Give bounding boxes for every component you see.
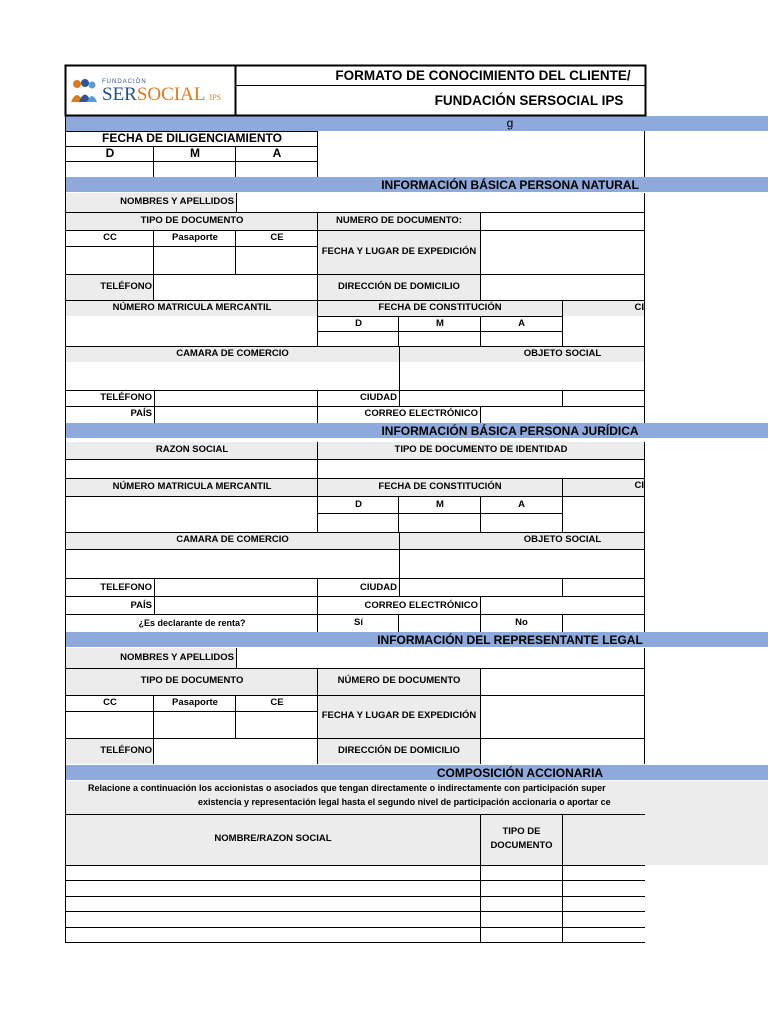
fecha-m-label: M — [190, 146, 200, 160]
representante-nombres-input[interactable] — [237, 648, 644, 668]
juridica-objeto-input[interactable] — [399, 550, 644, 578]
fecha-d-input[interactable] — [66, 162, 154, 177]
juridica-telefono-label: TELEFONO — [100, 581, 152, 593]
juridica-razon-input[interactable] — [66, 460, 318, 478]
representante-fecha-lugar-input[interactable] — [481, 695, 644, 738]
natural-correo-input[interactable] — [481, 406, 644, 422]
representante-ce-label: CE — [270, 696, 284, 708]
juridica-a-input[interactable] — [481, 514, 562, 532]
natural-pasaporte-input[interactable] — [154, 247, 236, 274]
logo-wordmark: SERSOCIAL IPS — [102, 83, 222, 105]
natural-objeto-input[interactable] — [399, 362, 644, 390]
juridica-ci-label: CI — [634, 479, 644, 491]
juridica-camara-input[interactable] — [66, 550, 399, 578]
accionaria-note-line2: existencia y representación legal hasta el segundo nivel de participación accionaria o aportar ce — [198, 797, 611, 808]
fecha-diligenciamiento-label: FECHA DE DILIGENCIAMIENTO — [101, 131, 282, 146]
accionaria-col-tipo-2: DOCUMENTO — [490, 840, 553, 852]
natural-ciudad-label: CIUDAD — [360, 392, 397, 404]
natural-num-doc-input[interactable] — [481, 212, 644, 230]
natural-telefono2-label: TELÉFONO — [100, 392, 152, 404]
fecha-m-input[interactable] — [154, 162, 236, 177]
accionaria-col-nombre: NOMBRE/RAZON SOCIAL — [214, 833, 332, 845]
fecha-d-label: D — [105, 146, 115, 160]
representante-ce-input[interactable] — [236, 712, 318, 738]
representante-direccion-label: DIRECCIÓN DE DOMICILIO — [338, 744, 460, 756]
natural-a-label: A — [518, 317, 525, 329]
juridica-matricula-label: NÚMERO MATRICULA MERCANTIL — [112, 480, 272, 492]
juridica-objeto-label: OBJETO SOCIAL — [523, 534, 602, 546]
form-title: FORMATO DE CONOCIMIENTO DEL CLIENTE/ — [335, 67, 631, 83]
natural-num-doc-label: NUMERO DE DOCUMENTO: — [336, 214, 462, 226]
accionaria-row-5[interactable] — [66, 928, 644, 942]
juridica-telefono-input[interactable] — [154, 579, 318, 597]
natural-pais-label: PAÍS — [130, 407, 152, 419]
juridica-si-checkbox[interactable] — [399, 615, 481, 632]
representante-pasaporte-input[interactable] — [154, 712, 236, 738]
fecha-a-input[interactable] — [236, 162, 318, 177]
juridica-razon-label: RAZON SOCIAL — [155, 444, 229, 456]
natural-nombres-label: NOMBRES Y APELLIDOS — [120, 196, 234, 208]
representante-tipo-doc-label: TIPO DE DOCUMENTO — [140, 675, 244, 687]
juridica-constitucion-label: FECHA DE CONSTITUCIÓN — [378, 480, 502, 492]
juridica-pais-input[interactable] — [154, 597, 318, 615]
natural-fecha-lugar-input[interactable] — [481, 230, 644, 274]
juridica-renta-label: ¿Es declarante de renta? — [138, 617, 246, 628]
juridica-correo-input[interactable] — [481, 597, 644, 615]
representante-num-doc-label: NÚMERO DE DOCUMENTO — [337, 675, 461, 687]
natural-camara-label: CAMARA DE COMERCIO — [176, 347, 289, 359]
juridica-band-title: INFORMACIÓN BÁSICA PERSONA JURÍDICA — [381, 423, 639, 438]
representante-telefono-label: TELÉFONO — [100, 744, 152, 756]
juridica-a-label: A — [518, 499, 525, 511]
representante-cc-input[interactable] — [66, 712, 154, 738]
juridica-tipo-doc-id-input[interactable] — [318, 460, 644, 478]
accionaria-row-1[interactable] — [66, 866, 644, 880]
form-subtitle: FUNDACIÓN SERSOCIAL IPS — [434, 92, 624, 108]
representante-cc-label: CC — [103, 696, 117, 708]
natural-tipo-doc-label: TIPO DE DOCUMENTO — [140, 214, 244, 226]
natural-band-title: INFORMACIÓN BÁSICA PERSONA NATURAL — [381, 177, 639, 192]
natural-d-input[interactable] — [318, 332, 399, 346]
natural-a-input[interactable] — [481, 332, 562, 346]
natural-constitucion-label: FECHA DE CONSTITUCIÓN — [378, 301, 502, 313]
natural-d-label: D — [355, 317, 362, 329]
juridica-d-input[interactable] — [318, 514, 399, 532]
natural-fecha-lugar-label: FECHA Y LUGAR DE EXPEDICIÓN — [321, 245, 477, 257]
natural-objeto-label: OBJETO SOCIAL — [523, 347, 602, 359]
representante-pasaporte-label: Pasaporte — [172, 696, 218, 708]
natural-pasaporte-label: Pasaporte — [172, 231, 218, 243]
accionaria-note-line1: Relacione a continuación los accionistas o asociados que tengan directamente o indirectamente con participación super — [88, 783, 606, 794]
natural-m-label: M — [436, 317, 444, 329]
juridica-pais-label: PAÍS — [130, 599, 152, 611]
representante-direccion-input[interactable] — [481, 738, 644, 764]
natural-direccion-label: DIRECCIÓN DE DOMICILIO — [338, 280, 460, 292]
natural-ci-label: CI — [634, 301, 644, 313]
representante-fecha-lugar-label: FECHA Y LUGAR DE EXPEDICIÓN — [321, 710, 477, 722]
header-band — [66, 116, 768, 131]
representante-num-doc-input[interactable] — [481, 668, 644, 695]
juridica-ciudad-input[interactable] — [399, 579, 562, 597]
natural-telefono2-input[interactable] — [154, 391, 318, 406]
accionaria-col-tipo-1: TIPO DE — [502, 826, 541, 838]
sersocial-logo — [70, 68, 234, 114]
juridica-no-checkbox[interactable] — [562, 615, 644, 632]
juridica-m-label: M — [436, 499, 444, 511]
people-logo-icon — [70, 78, 98, 104]
natural-cc-label: CC — [103, 231, 117, 243]
fecha-a-label: A — [272, 146, 282, 160]
accionaria-row-3[interactable] — [66, 897, 644, 912]
natural-telefono-input[interactable] — [154, 274, 318, 300]
natural-matricula-input[interactable] — [66, 317, 318, 346]
accionaria-row-4[interactable] — [66, 912, 644, 927]
juridica-no-label: No — [515, 617, 528, 629]
natural-ce-input[interactable] — [236, 247, 318, 274]
representante-telefono-input[interactable] — [154, 738, 318, 764]
juridica-ciudad-label: CIUDAD — [360, 581, 397, 593]
natural-direccion-input[interactable] — [481, 274, 644, 300]
representante-band-title: INFORMACIÓN DEL REPRESENTANTE LEGAL — [377, 632, 643, 647]
juridica-correo-label: CORREO ELECTRÓNICO — [364, 599, 478, 611]
juridica-matricula-input[interactable] — [66, 497, 318, 532]
header-band-char: g — [506, 116, 514, 130]
natural-pais-input[interactable] — [154, 406, 318, 422]
natural-nombres-input[interactable] — [237, 193, 644, 212]
representante-nombres-label: NOMBRES Y APELLIDOS — [120, 651, 234, 663]
juridica-si-label: Sí — [354, 617, 363, 629]
juridica-m-input[interactable] — [399, 514, 481, 532]
logo-fundacion-text: FUNDACIÓN — [102, 78, 147, 85]
natural-cc-input[interactable] — [66, 247, 154, 274]
natural-correo-label: CORREO ELECTRÓNICO — [364, 407, 478, 419]
accionaria-band-title: COMPOSICIÓN ACCIONARIA — [436, 765, 604, 780]
juridica-camara-label: CAMARA DE COMERCIO — [176, 534, 289, 546]
natural-m-input[interactable] — [399, 332, 481, 346]
natural-matricula-label: NÚMERO MATRICULA MERCANTIL — [112, 301, 272, 313]
natural-telefono-label: TELÉFONO — [100, 280, 152, 292]
natural-camara-input[interactable] — [66, 362, 399, 390]
natural-ce-label: CE — [270, 231, 284, 243]
juridica-tipo-doc-id-label: TIPO DE DOCUMENTO DE IDENTIDAD — [394, 444, 568, 456]
juridica-d-label: D — [355, 499, 362, 511]
natural-ciudad-input[interactable] — [399, 391, 562, 406]
accionaria-row-2[interactable] — [66, 881, 644, 896]
